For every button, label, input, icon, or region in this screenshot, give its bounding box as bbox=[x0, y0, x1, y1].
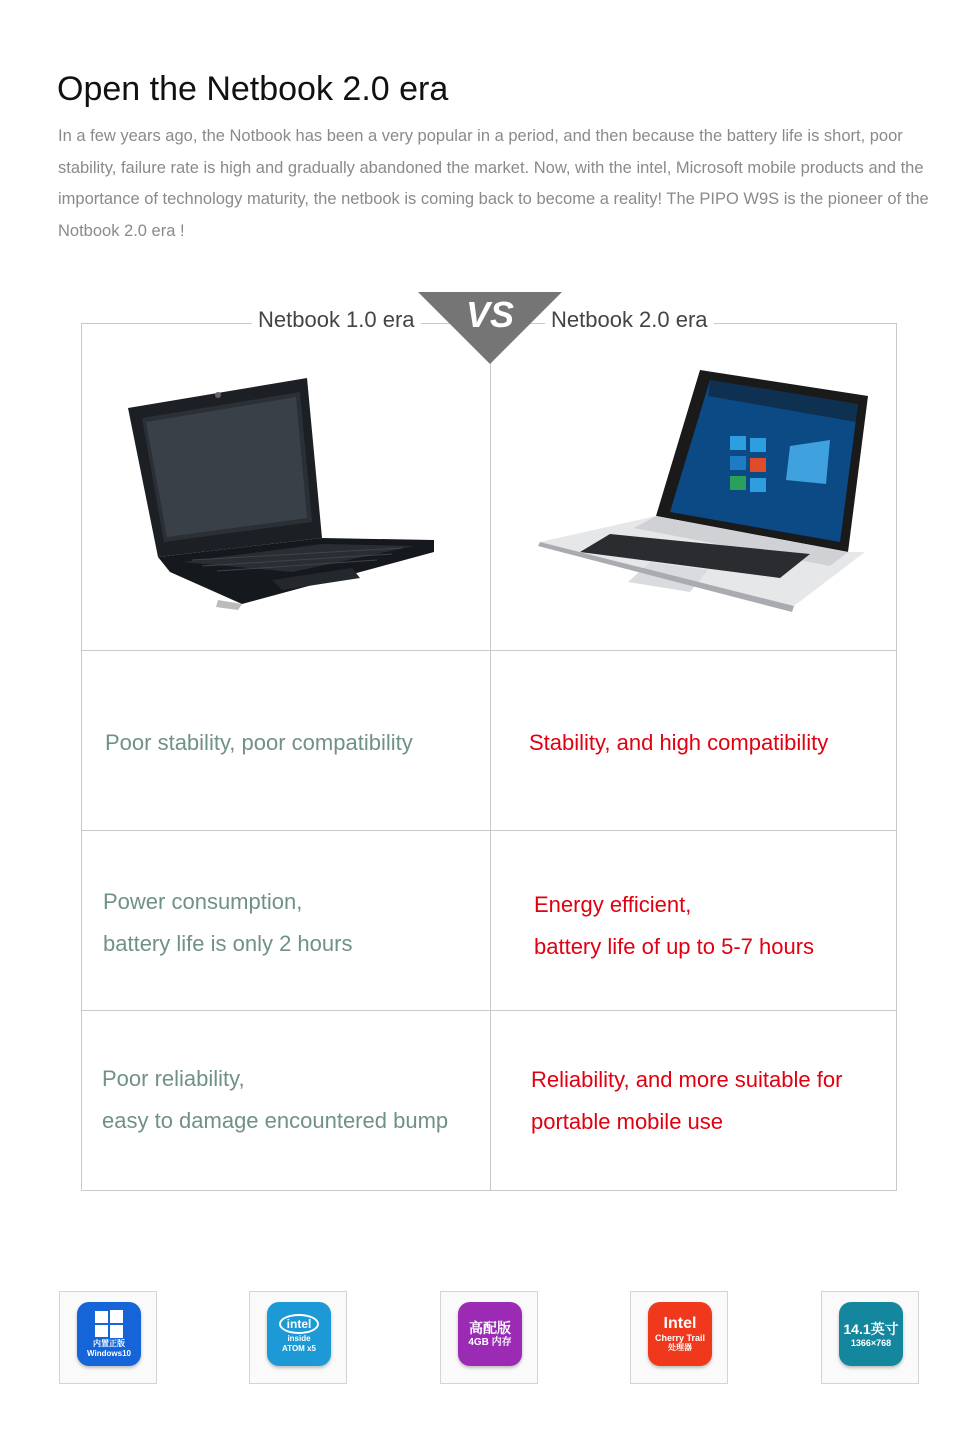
processor-badge: Intel Cherry Trail 处理器 bbox=[648, 1302, 712, 1366]
windows-logo-icon bbox=[94, 1309, 124, 1339]
feature-intel-atom bbox=[249, 1291, 347, 1384]
page-title: Open the Netbook 2.0 era bbox=[57, 70, 449, 108]
vs-label: VS bbox=[465, 294, 515, 335]
screen-badge: 14.1英寸 1366×768 bbox=[839, 1302, 903, 1366]
row-divider bbox=[82, 1010, 896, 1011]
new-era-point-3: Reliability, and more suitable for portable mobile use bbox=[531, 1067, 843, 1134]
old-era-point-1: Poor stability, poor compatibility bbox=[105, 730, 413, 755]
intel-atom-badge: intel inside ATOM x5 bbox=[267, 1302, 331, 1366]
netbook-1-image bbox=[122, 372, 442, 612]
feature-screen-size bbox=[821, 1291, 919, 1384]
row-divider bbox=[82, 650, 896, 651]
feature-cherry-trail bbox=[630, 1291, 728, 1384]
column-divider bbox=[490, 324, 491, 1190]
memory-badge: 高配版 4GB 内存 bbox=[458, 1302, 522, 1366]
right-column-heading: Netbook 2.0 era bbox=[545, 307, 714, 333]
new-era-point-1: Stability, and high compatibility bbox=[529, 730, 829, 755]
intel-logo-icon: intel bbox=[279, 1314, 320, 1334]
intro-paragraph: In a few years ago, the Notbook has been a very popular in a period, and then because the battery life is short, poor stability, failure rate is high and gradually abandoned the market. Now, with the intel, Microsoft mobile products and the importance of technology maturity, the netbook is coming back to become a reality! The PIPO W9S is the pioneer of the Notbook 2.0 era ! bbox=[58, 127, 929, 241]
windows-badge: 内置正版 Windows10 bbox=[77, 1302, 141, 1366]
old-era-point-3: Poor reliability, easy to damage encountered bump bbox=[102, 1066, 449, 1133]
feature-4gb-memory bbox=[440, 1291, 538, 1384]
feature-windows10 bbox=[59, 1291, 157, 1384]
netbook-2-image bbox=[530, 366, 875, 616]
left-column-heading: Netbook 1.0 era bbox=[252, 307, 421, 333]
row-divider bbox=[82, 830, 896, 831]
vs-badge bbox=[418, 292, 562, 364]
new-era-point-2: Energy efficient, battery life of up to 5-7 hours bbox=[534, 892, 815, 959]
old-era-point-2: Power consumption, battery life is only 2 hours bbox=[103, 889, 353, 956]
